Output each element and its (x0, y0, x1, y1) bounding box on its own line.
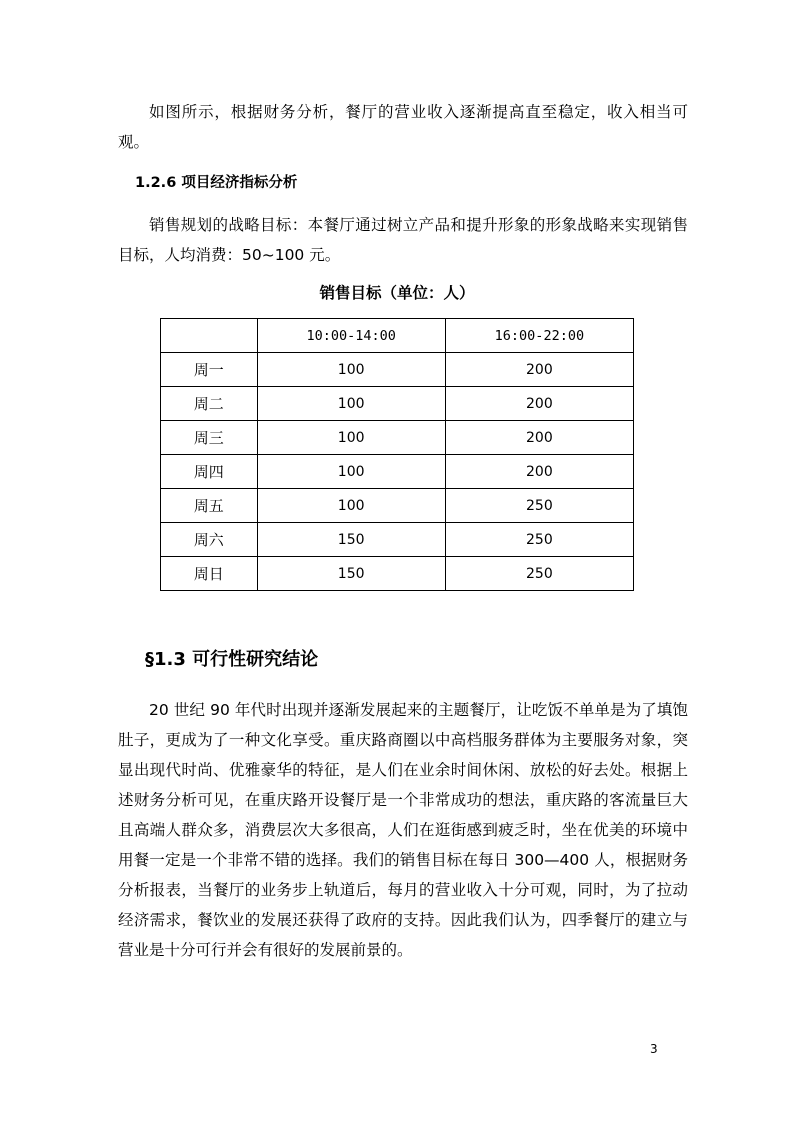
table-value-cell: 250 (445, 557, 633, 591)
table-header-row (161, 319, 634, 353)
table-row (161, 421, 634, 455)
table-value-cell: 250 (445, 523, 633, 557)
table-value-cell: 150 (257, 557, 445, 591)
sales-target-table (160, 318, 634, 591)
section-heading-1-3: §1.3 可行性研究结论 (145, 649, 319, 670)
table-row (161, 523, 634, 557)
table-row (161, 557, 634, 591)
table-day-cell: 周五 (161, 489, 258, 523)
paragraph-feasibility-conclusion: 20 世纪 90 年代时出现并逐渐发展起来的主题餐厅，让吃饭不单单是为了填饱肚子，更成为了一种文化享受。重庆路商圈以中高档服务群体为主要服务对象，突显出现代时尚、优雅豪华的特征，是人们在业余时间休闲、放松的好去处。根据上述财务分析可见，在重庆路开设餐厅是一个非常成功的想法，重庆路的客流量巨大且高端人群众多，消费层次大多很高，人们在逛街感到疲乏时，坐在优美的环境中用餐一定是一个非常不错的选择。我们的销售目标在每日 300—400 人，根据财务分析报表，当餐厅的业务步上轨道后，每月的营业收入十分可观，同时，为了拉动经济需求，餐饮业的发展还获得了政府的支持。因此我们认为，四季餐厅的建立与营业是十分可行并会有很好的发展前景的。 (118, 701, 688, 959)
table-value-cell: 250 (445, 489, 633, 523)
table-row (161, 489, 634, 523)
table-day-cell: 周一 (161, 353, 258, 387)
table-value-cell: 100 (257, 489, 445, 523)
table-day-cell: 周三 (161, 421, 258, 455)
table-day-cell: 周六 (161, 523, 258, 557)
table-day-cell: 周四 (161, 455, 258, 489)
table-header-cell: 16:00-22:00 (445, 319, 633, 353)
table-value-cell: 100 (257, 455, 445, 489)
table-row (161, 387, 634, 421)
table-row (161, 353, 634, 387)
table-value-cell: 200 (445, 455, 633, 489)
table-header-cell: 10:00-14:00 (257, 319, 445, 353)
table-value-cell: 100 (257, 387, 445, 421)
table-day-cell: 周日 (161, 557, 258, 591)
table-day-cell: 周二 (161, 387, 258, 421)
section-heading-1-2-6: 1.2.6 项目经济指标分析 (135, 175, 298, 191)
table-row (161, 455, 634, 489)
table-title: 销售目标（单位：人） (319, 284, 475, 302)
table-value-cell: 100 (257, 421, 445, 455)
paragraph-revenue-summary: 如图所示，根据财务分析，餐厅的营业收入逐渐提高直至稳定，收入相当可观。 (118, 103, 688, 151)
table-value-cell: 200 (445, 353, 633, 387)
paragraph-sales-strategy: 销售规划的战略目标：本餐厅通过树立产品和提升形象的形象战略来实现销售目标，人均消费：50~100 元。 (118, 216, 688, 264)
table-value-cell: 100 (257, 353, 445, 387)
table-header-cell (161, 319, 258, 353)
table-value-cell: 200 (445, 387, 633, 421)
page-number: 3 (650, 1042, 658, 1056)
table-value-cell: 200 (445, 421, 633, 455)
table-value-cell: 150 (257, 523, 445, 557)
